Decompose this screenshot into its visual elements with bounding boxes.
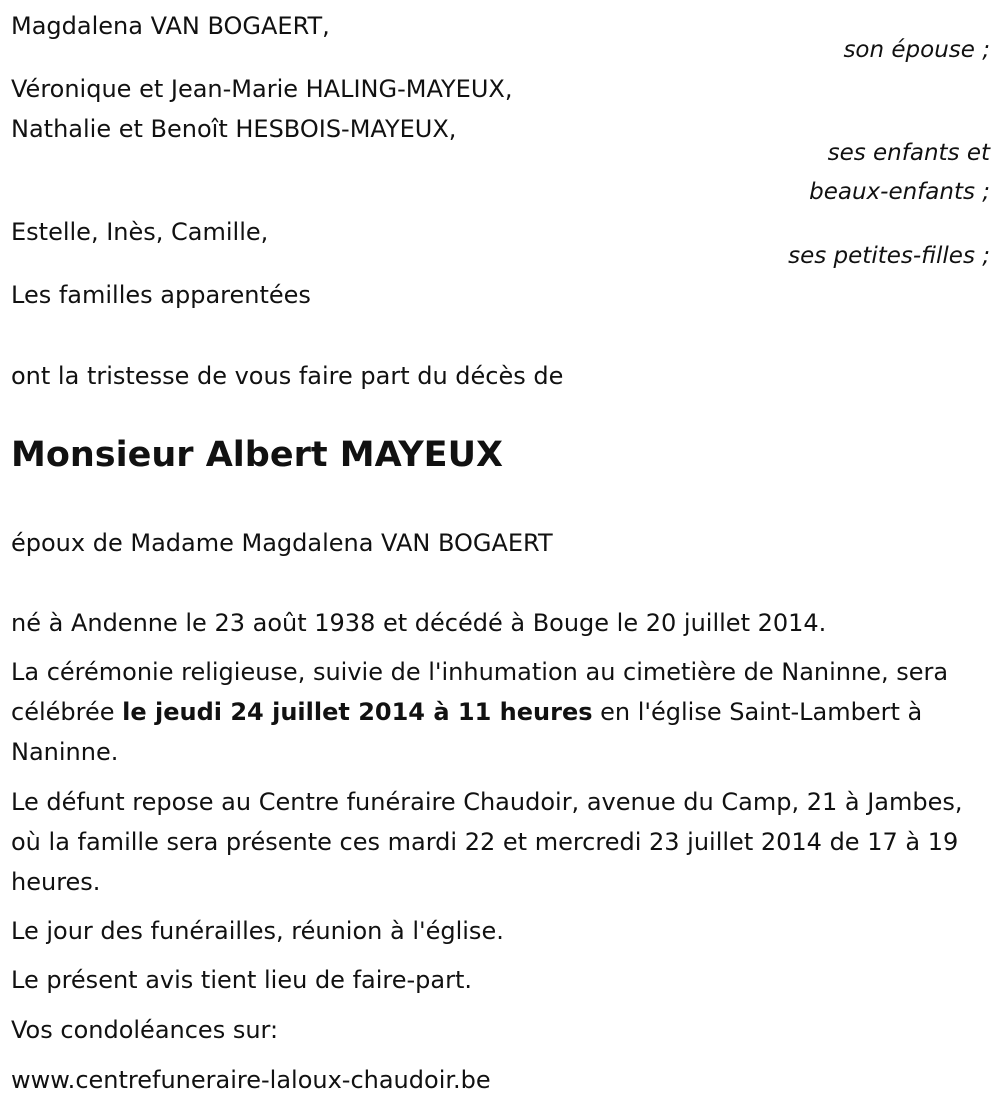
- spouse-line: époux de Madame Magdalena VAN BOGAERT: [11, 529, 553, 557]
- ceremony-text-after: en l'église Saint-Lambert à Naninne.: [11, 698, 923, 766]
- notice-line: Le présent avis tient lieu de faire-part.: [11, 966, 473, 994]
- relative-name-grandchildren: Estelle, Inès, Camille,: [11, 218, 269, 246]
- ceremony-text-before: La cérémonie religieuse, suivie de l'inhumation au cimetière de Naninne, sera célébrée: [11, 658, 949, 726]
- role-grandchildren: ses petites-filles ;: [788, 243, 990, 269]
- role-children-line-1: ses enfants et: [827, 140, 990, 166]
- relative-name-spouse: Magdalena VAN BOGAERT,: [11, 12, 330, 40]
- relative-name-families: Les familles apparentées: [11, 281, 311, 309]
- website-link[interactable]: www.centrefuneraire-laloux-chaudoir.be: [11, 1066, 491, 1094]
- condolences-label: Vos condoléances sur:: [11, 1016, 279, 1044]
- visitation-paragraph: Le défunt repose au Centre funéraire Chaudoir, avenue du Camp, 21 à Jambes, où la famille sera présente ces mardi 22 et mercredi 23 juillet 2014 de 17 à 19 heures.: [11, 788, 963, 896]
- ceremony-paragraph: [11, 652, 986, 772]
- relative-name-child-2: Nathalie et Benoît HESBOIS-MAYEUX,: [11, 115, 457, 143]
- role-spouse: son épouse ;: [843, 37, 990, 63]
- ceremony-date: le jeudi 24 juillet 2014 à 11 heures: [122, 698, 593, 726]
- relative-name-child-1: Véronique et Jean-Marie HALING-MAYEUX,: [11, 75, 513, 103]
- funeral-day-line: Le jour des funérailles, réunion à l'église.: [11, 917, 504, 945]
- role-children-line-2: beaux-enfants ;: [809, 179, 990, 205]
- deceased-name: Monsieur Albert MAYEUX: [11, 435, 503, 475]
- announcement-text: ont la tristesse de vous faire part du décès de: [11, 362, 564, 390]
- birth-death-line: né à Andenne le 23 août 1938 et décédé à Bouge le 20 juillet 2014.: [11, 609, 827, 637]
